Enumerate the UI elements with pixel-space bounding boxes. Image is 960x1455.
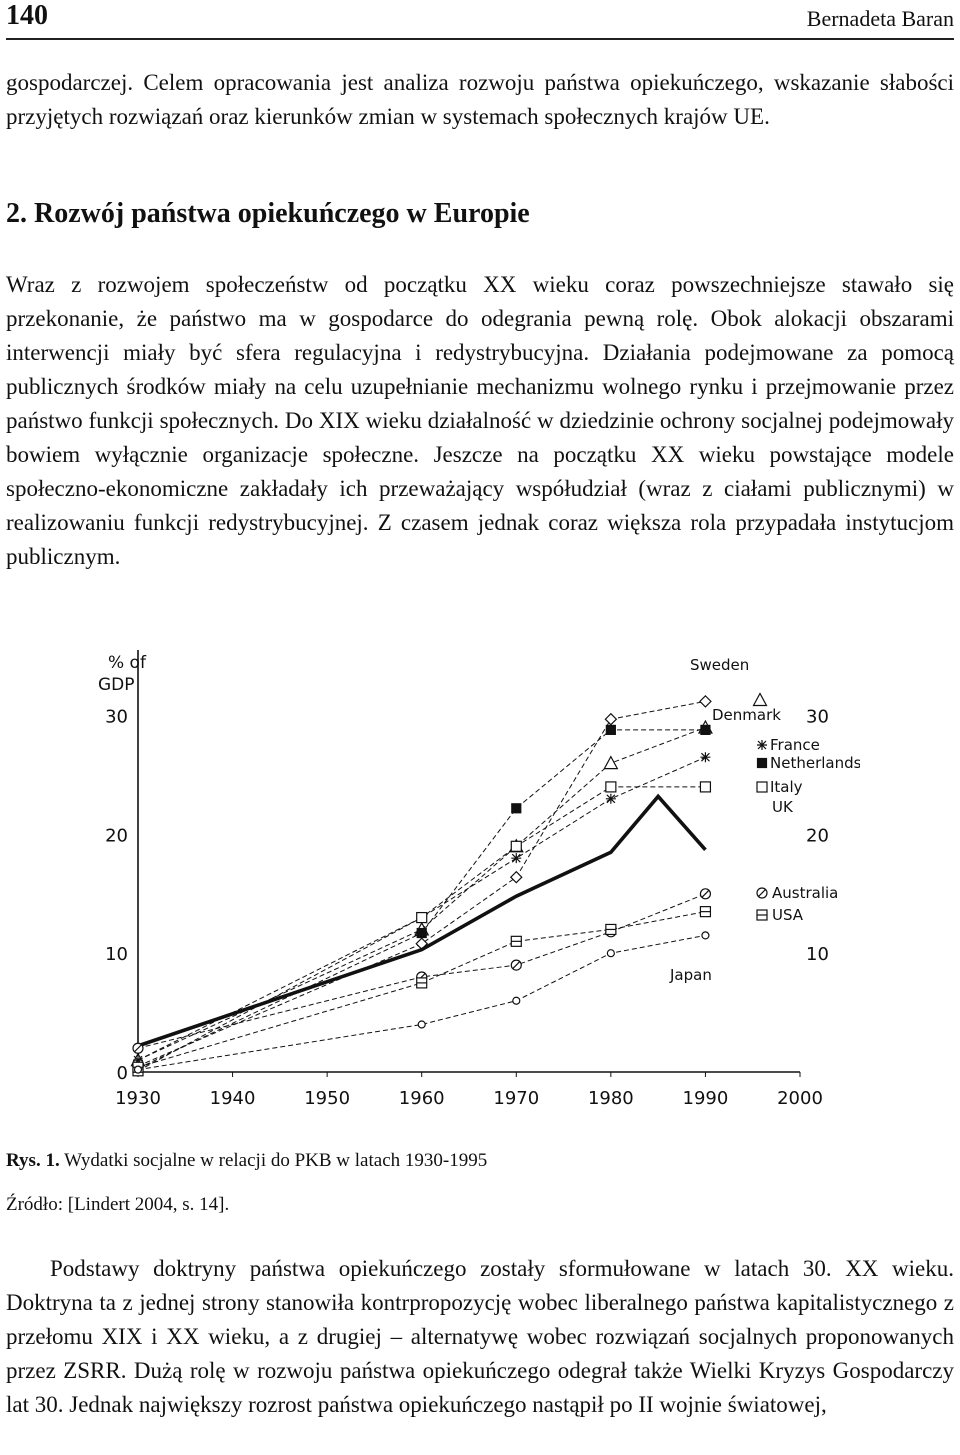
marker-triangle (754, 694, 767, 706)
marker-star (606, 794, 616, 804)
x-tick-label: 1990 (682, 1088, 729, 1109)
marker-star (700, 752, 710, 762)
x-tick-label: 1930 (115, 1088, 161, 1109)
y-tick-label-right: 10 (806, 944, 829, 966)
series-label-usa: USA (772, 906, 804, 924)
figure-caption-text: Wydatki socjalne w relacji do PKB w latach 1930-1995 (64, 1150, 488, 1171)
welfare-spending-chart (80, 640, 860, 1120)
marker-filled-square (701, 725, 710, 734)
series-label-netherlands: Netherlands (770, 754, 860, 772)
series-label-uk: UK (772, 798, 793, 816)
series-label-denmark: Denmark (712, 706, 781, 724)
y-tick-label-right: 30 (806, 706, 829, 728)
marker-star (757, 740, 767, 750)
page-header (6, 0, 954, 40)
y-axis-label-line2: GDP (98, 675, 135, 695)
marker-filled-square (512, 804, 521, 813)
figure-caption-label: Rys. 1. (6, 1150, 60, 1171)
marker-small-circle (418, 1021, 425, 1028)
series-line-denmark (138, 728, 705, 1061)
marker-small-circle (513, 997, 520, 1004)
figure-caption (6, 1150, 487, 1172)
marker-small-circle (702, 932, 709, 939)
x-tick-label: 1980 (587, 1088, 634, 1109)
paragraph-body: Wraz z rozwojem społeczeństw od początku XX wieku coraz powszechniejsze stawało się przekonanie, że państwo ma w gospodarce do odegrania pewną rolę. Obok alokacji obszarami interwencji miały być sfera regulacyjna i redystrybucyjna. Działania podejmowane za pomocą publicznych środków miały na celu uzupełnianie mechanizmu wolnego rynku i przejmowanie przez państwo funkcji społecznych. Do XIX wieku działalność w dziedzinie ochrony socjalnej podejmowały bowiem wyłącznie organizacje społeczne. Jeszcze na początku XX wieku powstające modele społeczno-ekonomiczne zakładały ich przeważający współudział (wraz z ciałami publicznymi) w realizowaniu funkcji redystrybucyjnej. Z czasem jednak coraz większa rola przypadała instytucjom publicznym. (6, 272, 954, 569)
page-number: 140 (6, 0, 48, 31)
marker-filled-square (417, 929, 426, 938)
figure-source: Źródło: [Lindert 2004, s. 14]. (6, 1194, 230, 1215)
series-line-japan (138, 935, 705, 1069)
marker-open-square (757, 782, 767, 792)
series-label-australia: Australia (772, 884, 839, 902)
y-tick-label-right: 20 (806, 825, 829, 847)
x-tick-label: 2000 (777, 1088, 823, 1109)
marker-open-square (417, 913, 427, 923)
section-heading: 2. Rozwój państwa opiekuńczego w Europie (6, 198, 530, 229)
marker-open-square (606, 782, 616, 792)
paragraph-intro: gospodarczej. Celem opracowania jest analiza rozwoju państwa opiekuńczego, wskazanie słabości przyjętych rozwiązań oraz kierunków zmian w systemach społecznych krajów UE. (6, 70, 954, 129)
series-label-japan: Japan (670, 966, 712, 984)
marker-triangle (604, 757, 617, 769)
figure (80, 640, 860, 1125)
marker-diamond (511, 872, 522, 883)
marker-filled-square (758, 759, 767, 768)
marker-star (511, 853, 521, 863)
y-tick-label-left: 30 (105, 706, 128, 728)
marker-small-circle (135, 1066, 142, 1073)
marker-open-square (700, 782, 710, 792)
marker-open-square (511, 841, 521, 851)
marker-filled-square (606, 725, 615, 734)
y-axis-label-line1: % of (108, 653, 146, 673)
y-tick-label-left: 0 (116, 1063, 128, 1084)
x-tick-label: 1950 (304, 1088, 351, 1109)
y-tick-label-left: 20 (105, 825, 128, 847)
x-tick-label: 1960 (398, 1088, 445, 1109)
running-head-author: Bernadeta Baran (806, 6, 954, 31)
paragraph-doctrine: Podstawy doktryny państwa opiekuńczego zostały sformułowane w latach 30. XX wieku. Doktryna ta z jednej strony stanowiła kontrpropozycję wobec liberalnego państwa kapitalistycznego z przełomu XIX i XX wieku, a z drugiej – alternatywę wobec rozwiązań socjalnych proponowanych przez ZSRR. Dużą rolę w rozwoju państwa opiekuńczego odegrał także Wielki Kryzys Gospodarczy lat 30. Jednak największy rozrost państwa opiekuńczego nastąpił po II wojnie światowej, (6, 1256, 954, 1417)
series-line-sweden (138, 701, 705, 1066)
marker-diamond (700, 696, 711, 707)
series-label-sweden: Sweden (690, 656, 750, 674)
series-label-italy: Italy (770, 778, 803, 796)
marker-diamond (605, 714, 616, 725)
x-tick-label: 1940 (209, 1088, 256, 1109)
y-tick-label-left: 10 (105, 944, 128, 966)
series-line-france (138, 757, 705, 1060)
series-label-france: France (770, 736, 820, 754)
marker-small-circle (607, 950, 614, 957)
x-tick-label: 1970 (493, 1088, 540, 1109)
